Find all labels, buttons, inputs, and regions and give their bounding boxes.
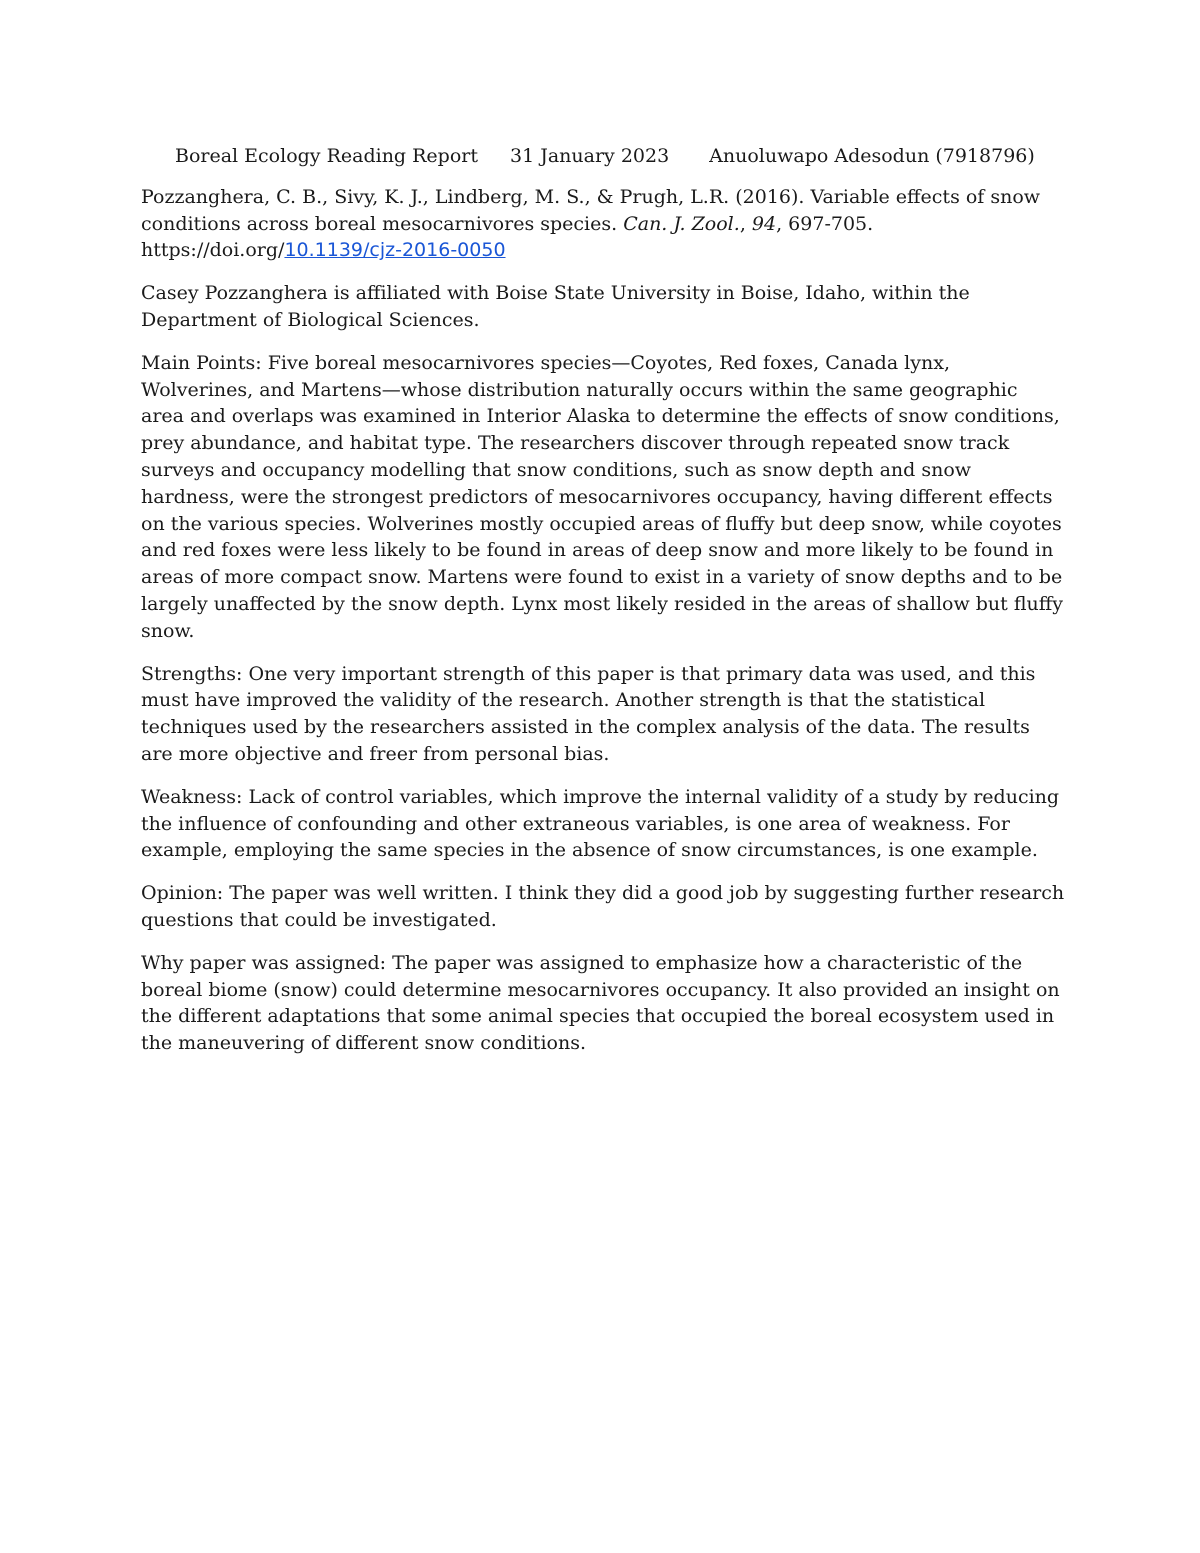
main-points-paragraph: Main Points: Five boreal mesocarnivores species—Coyotes, Red foxes, Canada lynx, Wolverines, and Martens—whose distribution naturally occurs within the same geographic area and overlaps was examined in Interior Alaska to determine the effects of snow conditions, prey abundance, and habitat type. The researchers discover through repeated snow track surveys and occupancy modelling that snow conditions, such as snow depth and snow hardness, were the strongest predictors of mesocarnivores occupancy, having different effects on the various species. Wolverines mostly occupied areas of fluffy but deep snow, while coyotes and red foxes were less likely to be found in areas of deep snow and more likely to be found in areas of more compact snow. Martens were found to exist in a variety of snow depths and to be largely unaffected by the snow depth. Lynx most likely resided in the areas of shallow but fluffy snow. (141, 351, 1063, 642)
report-date: 31 January 2023 (510, 145, 670, 167)
weakness-paragraph: Weakness: Lack of control variables, which improve the internal validity of a study by reducing the influence of confounding and other extraneous variables, is one area of weakness. For example, employing the same species in the absence of snow circumstances, is one example. (141, 785, 1060, 862)
document-page (141, 143, 1066, 1073)
citation-pages: , 697-705. (776, 212, 874, 235)
doi-link[interactable]: 10.1139/cjz-2016-0050 (284, 239, 506, 262)
course-title: Boreal Ecology Reading Report (175, 145, 478, 167)
citation-volume: 94 (751, 212, 777, 235)
citation-journal: Can. J. Zool. (623, 212, 740, 235)
strengths-paragraph: Strengths: One very important strength of this paper is that primary data was used, and this must have improved the validity of the research. Another strength is that the statistical techniques used by the researchers assisted in the complex analysis of the data. The results are more objective and freer from personal bias. (141, 662, 1036, 765)
author-name: Anuoluwapo Adesodun (7918796) (709, 145, 1035, 167)
citation-paragraph (141, 184, 1066, 264)
why-assigned-paragraph: Why paper was assigned: The paper was assigned to emphasize how a characteristic of the boreal biome (snow) could determine mesocarnivores occupancy. It also provided an insight on the different adaptations that some animal species that occupied the boreal ecosystem used in the maneuvering of different snow conditions. (141, 951, 1060, 1055)
affiliation-paragraph: Casey Pozzanghera is affiliated with Boise State University in Boise, Idaho, within the Department of Biological Sciences. (141, 282, 970, 331)
citation-text: Pozzanghera, C. B., Sivy, K. J., Lindberg, M. S., & Prugh, L.R. (2016). Variable effects of snow conditions across boreal mesocarnivores species. (141, 185, 1041, 235)
opinion-paragraph: Opinion: The paper was well written. I think they did a good job by suggesting further research questions that could be investigated. (141, 882, 1065, 931)
citation-separator: , (739, 212, 752, 235)
doi-prefix: https://doi.org/ (141, 239, 285, 262)
report-header (175, 143, 1066, 170)
